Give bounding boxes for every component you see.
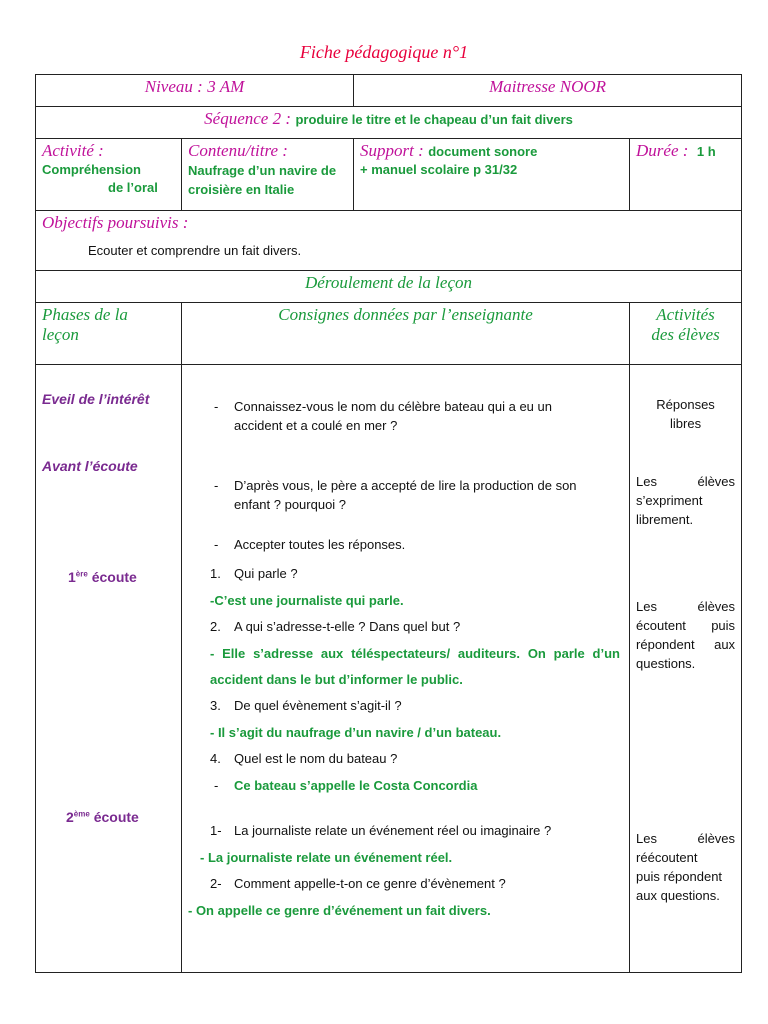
accept-responses: Accepter toutes les réponses. [234, 537, 406, 552]
support-label: Support : [360, 141, 424, 160]
phase-ecoute-2: 2ème écoute [66, 809, 139, 825]
maitresse-name: Maitresse NOOR [489, 77, 607, 96]
deroulement-cell [36, 271, 742, 303]
phases-header-2: leçon [42, 325, 79, 344]
activites-header [630, 303, 742, 365]
support-value-1: document sonore [428, 144, 538, 159]
contenu-value-1: Naufrage d’un navire de [188, 163, 337, 178]
answer-3: - Il s’agit du naufrage d’un navire / d’un bateau. [210, 725, 502, 740]
niveau-label: Niveau : [144, 77, 203, 96]
maitresse-cell [354, 75, 742, 107]
activite-value-2: de l’oral [108, 180, 158, 195]
answer-2-2: - On appelle ce genre d’événement un fait divers. [188, 903, 491, 918]
question-eveil-line-1: Connaissez-vous le nom du célèbre bateau qui a eu un [234, 399, 552, 414]
contenu-cell [182, 139, 354, 211]
lesson-table [35, 74, 742, 973]
activite-cell [36, 139, 182, 211]
answer-1: -C’est une journaliste qui parle. [210, 593, 404, 608]
activite-value-1: Compréhension [42, 162, 141, 177]
consignes-header [182, 303, 630, 365]
question-avant-line-1: D’après vous, le père a accepté de lire la production de son [234, 478, 577, 493]
question-4: Quel est le nom du bateau ? [234, 751, 398, 766]
activite-eleve-2: Les élèves s’expriment librement. [636, 474, 736, 527]
support-cell [354, 139, 630, 211]
niveau-value: 3 AM [207, 77, 245, 96]
duree-value: 1 h [696, 144, 716, 159]
activites-header-1: Activités [656, 305, 715, 324]
phase-avant: Avant l’écoute [42, 458, 138, 474]
question-3: De quel évènement s’agit-il ? [234, 698, 402, 713]
question-2-2: Comment appelle-t-on ce genre d’évènement ? [234, 876, 506, 891]
activites-body [630, 365, 742, 973]
phases-body [36, 365, 182, 973]
sequence-label: Séquence 2 : [204, 109, 292, 128]
objectifs-label: Objectifs poursuivis : [42, 213, 189, 232]
phases-header-1: Phases de la [42, 305, 128, 324]
phase-eveil: Eveil de l’intérêt [42, 391, 150, 407]
contenu-value-2: croisière en Italie [188, 182, 295, 197]
page-title: Fiche pédagogique n°1 [299, 42, 469, 62]
question-avant-line-2: enfant ? pourquoi ? [234, 497, 347, 512]
consignes-header-text: Consignes données par l’enseignante [278, 305, 533, 324]
sequence-cell [36, 107, 742, 139]
deroulement-title: Déroulement de la leçon [305, 273, 472, 292]
activite-label: Activité : [42, 141, 104, 160]
contenu-label: Contenu/titre : [188, 141, 288, 160]
activites-header-2: des élèves [651, 325, 720, 344]
phases-header [36, 303, 182, 365]
activite-eleve-4: Les élèves réécoutent puis répondent aux questions. [636, 831, 736, 903]
answer-2-1: - La journaliste relate un événement réel. [200, 850, 453, 865]
answer-4: Ce bateau s’appelle le Costa Concordia [234, 778, 478, 793]
support-value-2: + manuel scolaire p 31/32 [360, 162, 518, 177]
answer-2-line-2: accident dans le but d’informer le public. [210, 672, 463, 687]
question-eveil-line-2: accident et a coulé en mer ? [234, 418, 398, 433]
duree-label: Durée : [636, 141, 689, 160]
objectifs-cell [36, 211, 742, 271]
question-1: Qui parle ? [234, 566, 298, 581]
duree-cell [630, 139, 742, 211]
consignes-body: - Connaissez-vous le nom du célèbre bateau qui a eu un accident et a coulé en mer ? - D’après vous, le père a accepté de lire la production de son enfant ? pourquoi ? - Accepter toutes les réponses. 1. Qui parle ? -C’est une journaliste qui parle. 2. A qui s’adresse-t-elle ? Dans quel but ? - Elle s’adresse aux téléspectateurs/ auditeurs. On parle d’un accident dans le but d’informer le public. 3. De quel évènement s’agit-il ? - Il s’agit du naufrage d’un navire / d’un bateau. 4. Quel est le nom du bateau ? - Ce bateau s’appelle le Costa Concordia 1- La journaliste relate un événement réel ou imaginaire ? - La journaliste relate un événement réel. 2- Comment appelle-t-on ce genre d’évènement ? - On appelle ce genre d’événement un fait divers. [182, 365, 630, 973]
objectifs-value: Ecouter et comprendre un fait divers. [88, 243, 302, 258]
sequence-value: produire le titre et le chapeau d’un fait divers [295, 112, 573, 127]
niveau-cell [36, 75, 354, 107]
activite-eleve-3: Les élèves écoutent puis répondent aux questions. [636, 599, 736, 671]
phase-ecoute-1: 1ère écoute [68, 569, 137, 585]
question-2: A qui s’adresse-t-elle ? Dans quel but ? [234, 619, 461, 634]
answer-2-line-1: - Elle s’adresse aux téléspectateurs/ auditeurs. On parle d’un [210, 646, 620, 661]
activite-eleve-1: Réponses libres [656, 397, 715, 431]
question-2-1: La journaliste relate un événement réel ou imaginaire ? [234, 823, 552, 838]
